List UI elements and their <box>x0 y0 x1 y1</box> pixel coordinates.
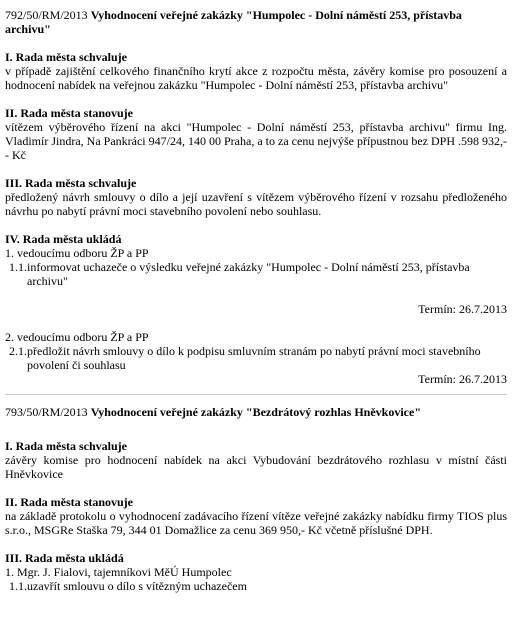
section-i <box>5 50 507 92</box>
resolution-792 <box>5 8 507 386</box>
task-item <box>5 579 507 593</box>
task-assignee: 2. vedoucímu odboru ŽP a PP <box>5 330 149 344</box>
section-heading: III. Rada města schvaluje <box>5 176 137 190</box>
resolution-number: 793/50/RM/2013 <box>5 405 88 419</box>
resolution-title: Vyhodnocení veřejné zakázky "Humpolec - Dolní náměstí 253, přístavba archivu" <box>5 8 462 36</box>
section-heading: I. Rada města schvaluje <box>5 50 127 64</box>
task-deadline: Termín: 26.7.2013 <box>418 372 507 386</box>
resolution-title: Vyhodnocení veřejné zakázky "Bezdrátový rozhlas Hněvkovice" <box>90 405 421 419</box>
task-number: 1.1. <box>9 579 27 593</box>
section-text: vítězem výběrového řízení na akci "Humpolec - Dolní náměstí 253, přístavba archivu" firmu Ing. Vladimír Jindra, Na Pankráci 947/24, 140 00 Praha, a to za cenu nejvýše přípustnou bez DPH .598 932,-- Kč <box>5 120 507 162</box>
section-heading: II. Rada města stanovuje <box>5 495 134 509</box>
section-iv <box>5 232 507 386</box>
task-number: 1.1. <box>9 260 27 274</box>
section-text: na základě protokolu o vyhodnocení zadávacího řízení vítěze veřejné zakázky nabídku firmy TIOS plus s.r.o., MSGRe Staška 79, 344 01 Domažlice za cenu 369 950,- Kč včetně příslušné DPH. <box>5 509 507 537</box>
resolution-number: 792/50/RM/2013 <box>5 8 88 22</box>
resolution-divider <box>5 394 507 395</box>
section-ii <box>5 106 507 162</box>
resolution-document <box>5 8 507 593</box>
section-text: předložený návrh smlouvy o dílo a její uzavření s vítězem výběrového řízení v rozsahu předloženého návrhu po nabytí právní moci stavebního povolení nebo souhlasu. <box>5 190 507 218</box>
task-deadline: Termín: 26.7.2013 <box>418 302 507 316</box>
section-heading: II. Rada města stanovuje <box>5 106 134 120</box>
task-item <box>5 260 507 288</box>
task-assignee: 1. Mgr. J. Fialovi, tajemníkovi MěÚ Humpolec <box>5 565 232 579</box>
section-text: v případě zajištění celkového finančního krytí akce z rozpočtu města, závěry komise pro posouzení a hodnocení nabídek na veřejnou zakázku "Humpolec - Dolní náměstí 253, přístavba archivu" <box>5 64 507 92</box>
section-text: závěry komise pro hodnocení nabídek na akci Vybudování bezdrátového rozhlasu v místní části Hněvkovice <box>5 453 507 481</box>
section-i <box>5 439 507 481</box>
task-item <box>5 344 507 372</box>
task-number: 2.1. <box>9 344 27 358</box>
section-iii <box>5 176 507 218</box>
task-text: předložit návrh smlouvy o dílo k podpisu smluvním stranám po nabytí právní moci stavebního povolení či souhlasu <box>27 344 481 372</box>
resolution-793 <box>5 405 507 593</box>
section-heading: IV. Rada města ukládá <box>5 232 122 246</box>
section-heading: III. Rada města ukládá <box>5 551 124 565</box>
task-assignee: 1. vedoucímu odboru ŽP a PP <box>5 246 149 260</box>
task-text: informovat uchazeče o výsledku veřejné zakázky "Humpolec - Dolní náměstí 253, přístavba archivu" <box>27 260 470 288</box>
task-text: uzavřít smlouvu o dílo s vítězným uchazečem <box>27 579 247 593</box>
section-iii <box>5 551 507 593</box>
resolution-header <box>5 8 507 36</box>
section-ii <box>5 495 507 537</box>
resolution-header <box>5 405 507 419</box>
section-heading: I. Rada města schvaluje <box>5 439 127 453</box>
